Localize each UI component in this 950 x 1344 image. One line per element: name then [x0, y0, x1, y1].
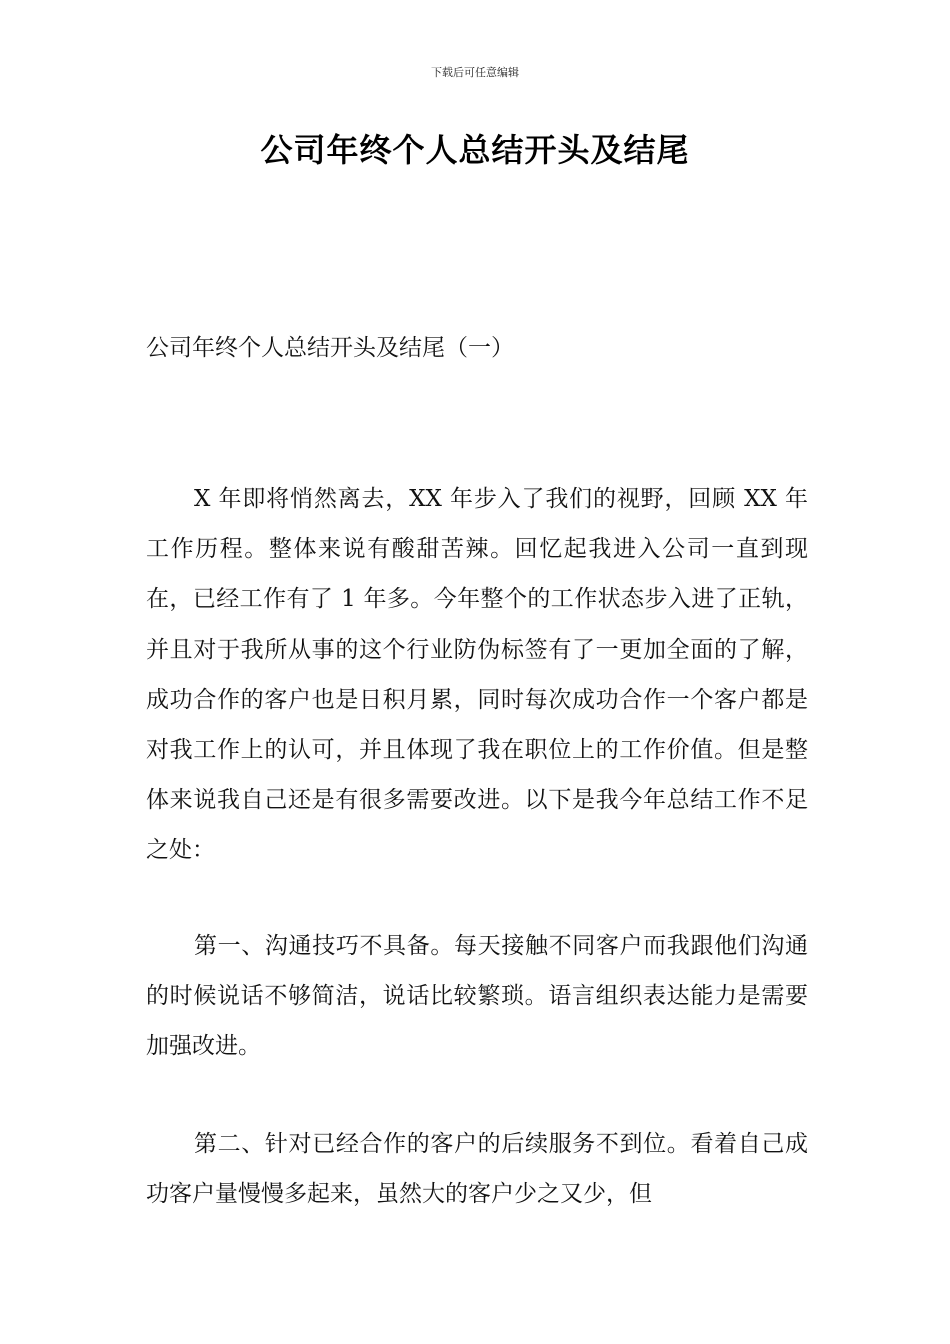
body-paragraph-1: X 年即将悄然离去，XX 年步入了我们的视野，回顾 XX 年工作历程。整体来说有酸甜苦辣。回忆起我进入公司一直到现在，已经工作有了 1 年多。今年整个的工作状态步入进了正轨，并且对于我所从事的这个行业防伪标签有了一更加全面的了解，成功合作的客户也是日积月累，同时每次成功合作一个客户都是对我工作上的认可，并且体现了我在职位上的工作价值。但是整体来说我自己还是有很多需要改进。以下是我今年总结工作不足之处：: [146, 486, 808, 864]
section-heading: 公司年终个人总结开头及结尾（一）: [146, 335, 514, 361]
document-title: 公司年终个人总结开头及结尾: [260, 131, 690, 169]
body-paragraph-3: 第二、针对已经合作的客户的后续服务不到位。看着自己成功客户量慢慢多起来，虽然大的客户少之又少，但: [146, 1131, 808, 1208]
header-note: 下载后可任意编辑: [431, 66, 519, 79]
body-paragraph-2: 第一、沟通技巧不具备。每天接触不同客户而我跟他们沟通的时候说话不够简洁，说话比较繁琐。语言组织表达能力是需要加强改进。: [146, 933, 808, 1060]
